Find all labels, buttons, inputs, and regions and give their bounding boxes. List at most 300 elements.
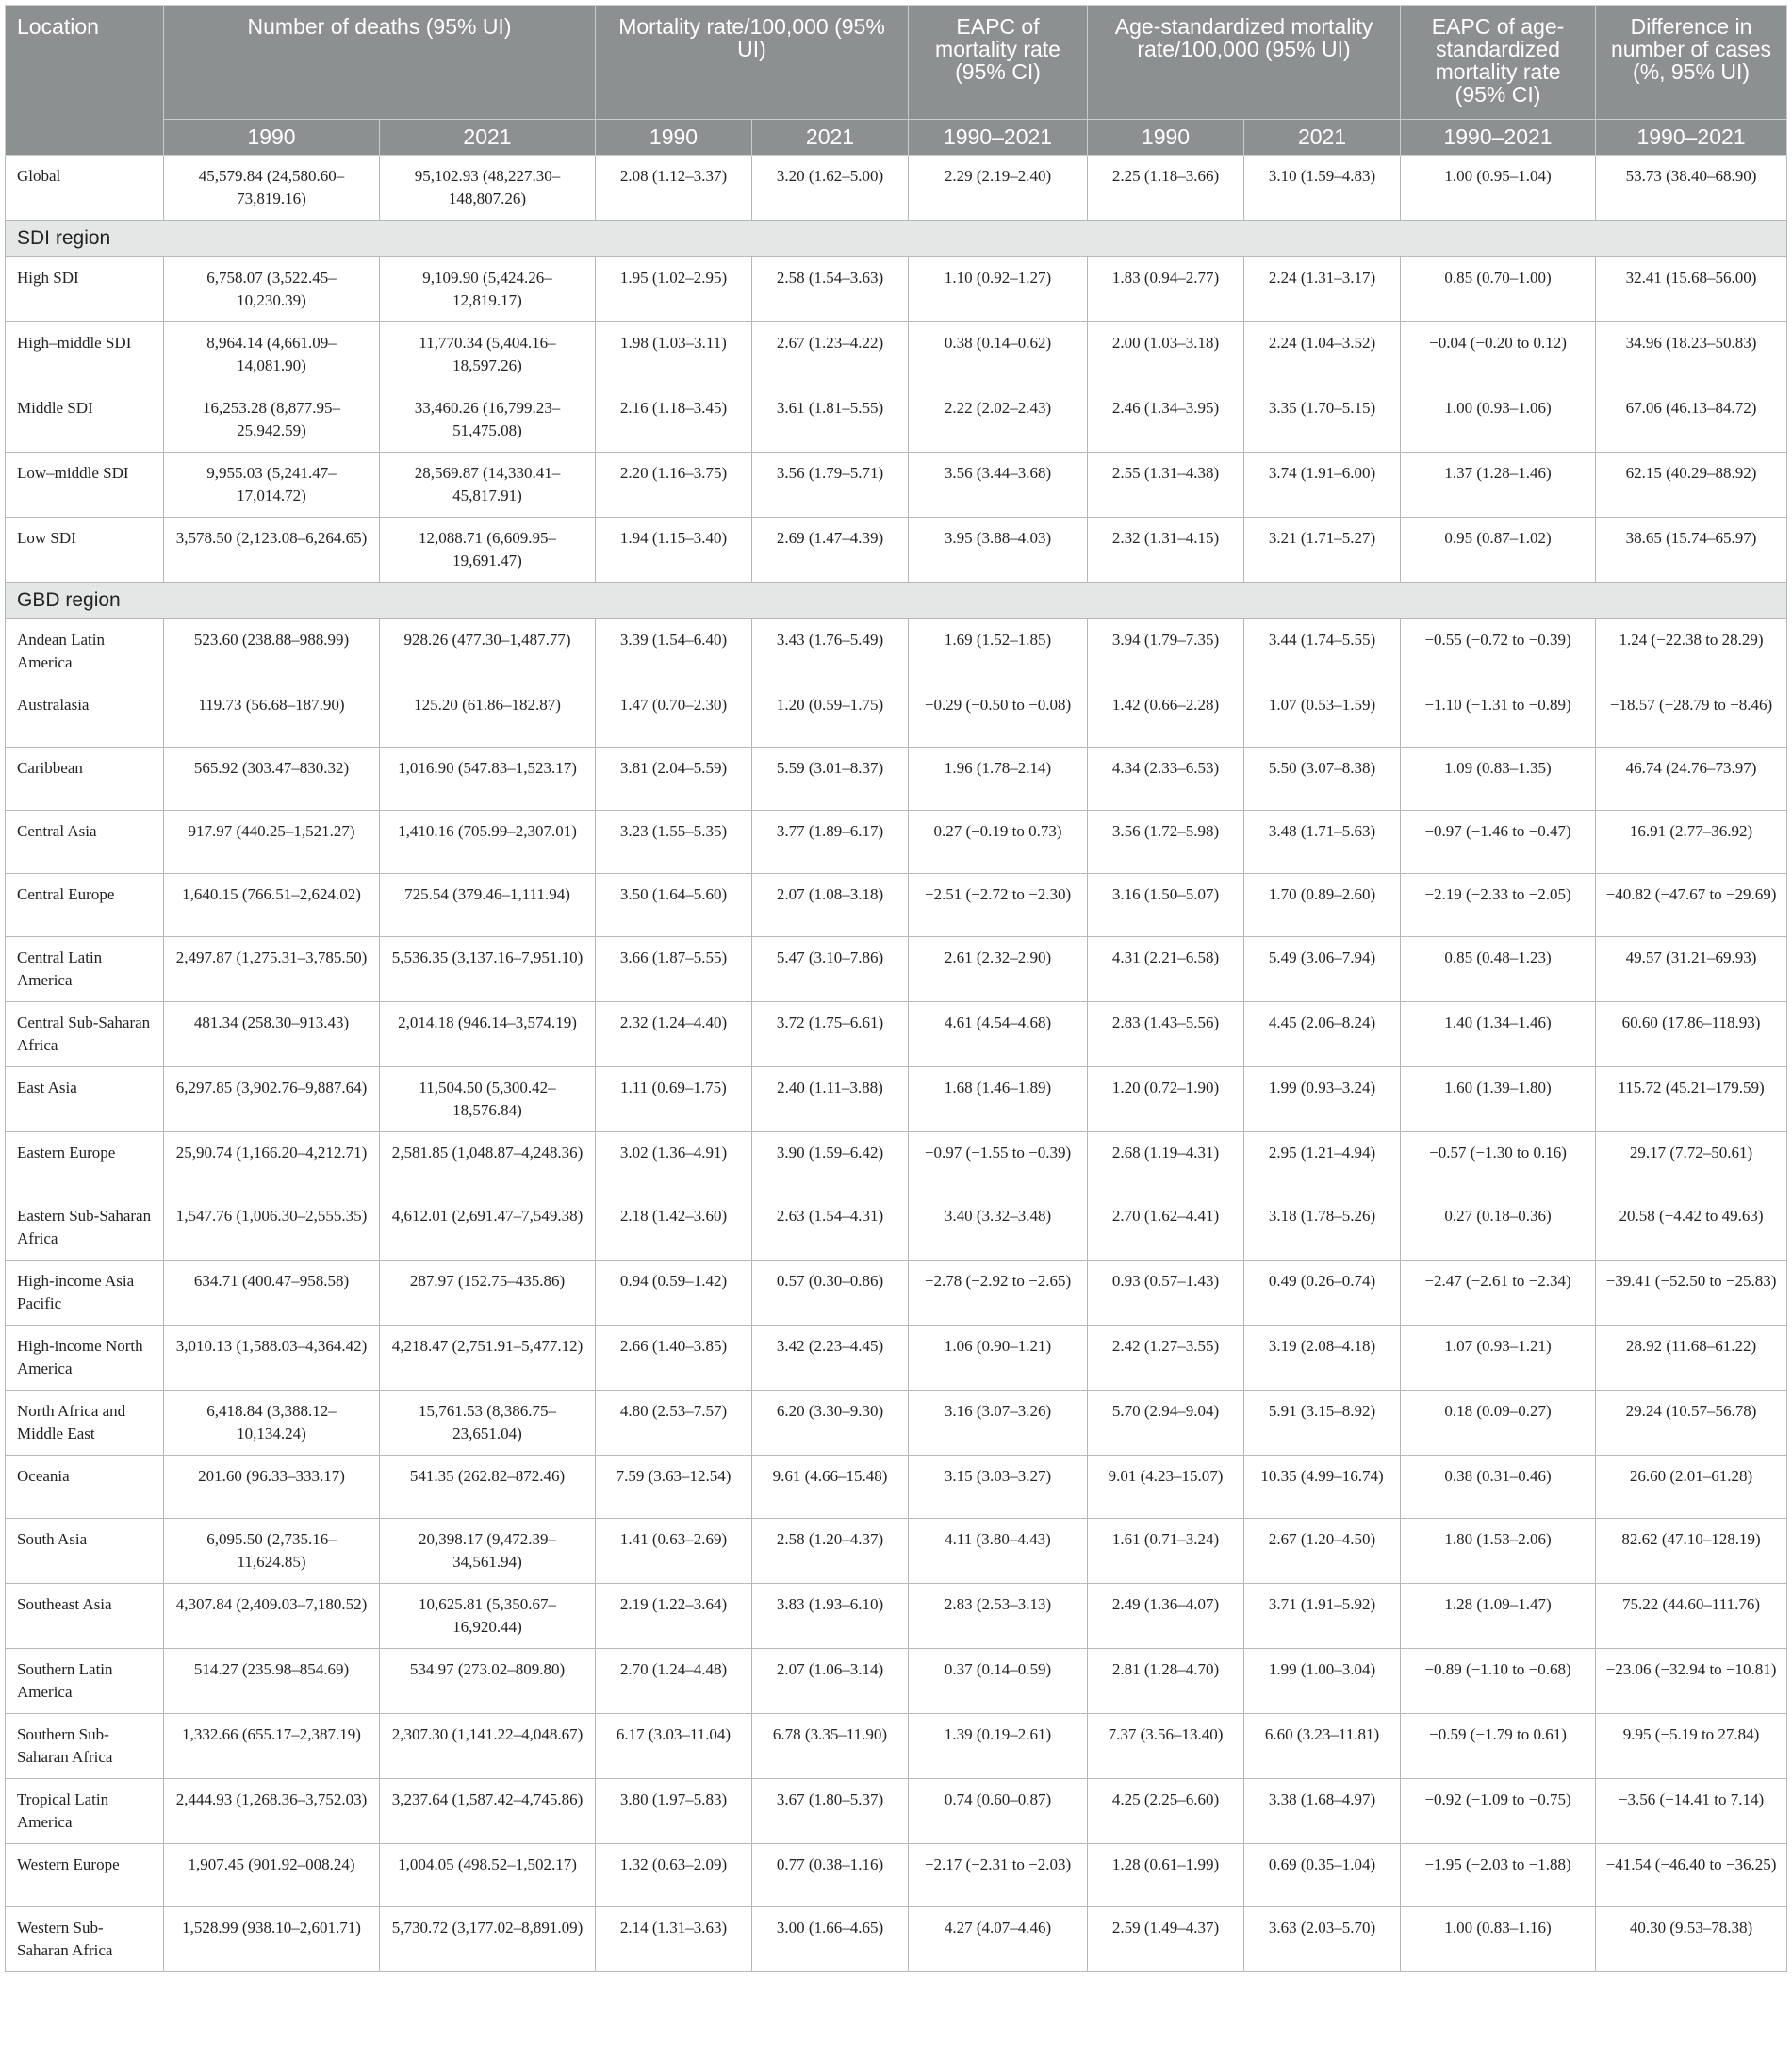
cell-eapc-mr: 0.37 (0.14–0.59): [909, 1649, 1088, 1714]
cell-eapc-asmr: −0.92 (−1.09 to −0.75): [1401, 1779, 1596, 1844]
cell-asmr-2021: 1.70 (0.89–2.60): [1244, 874, 1401, 937]
cell-location: Caribbean: [6, 748, 164, 811]
cell-location: Southeast Asia: [6, 1584, 164, 1649]
header-asmr-2021: 2021: [1244, 120, 1401, 156]
cell-deaths-2021: 12,088.71 (6,609.95–19,691.47): [380, 518, 596, 583]
cell-asmr-1990: 2.70 (1.62–4.41): [1088, 1195, 1244, 1261]
cell-deaths-2021: 125.20 (61.86–182.87): [380, 684, 596, 748]
cell-eapc-mr: 1.10 (0.92–1.27): [909, 257, 1088, 322]
header-asmr: Age-standardized mortality rate/100,000 (95% UI): [1088, 6, 1401, 120]
cell-mr-2021: 3.67 (1.80–5.37): [752, 1779, 909, 1844]
cell-mr-1990: 1.32 (0.63–2.09): [596, 1844, 752, 1907]
cell-eapc-asmr: 0.85 (0.48–1.23): [1401, 937, 1596, 1002]
cell-diff: 115.72 (45.21–179.59): [1596, 1067, 1787, 1132]
cell-mr-1990: 6.17 (3.03–11.04): [596, 1714, 752, 1779]
cell-mr-1990: 3.80 (1.97–5.83): [596, 1779, 752, 1844]
cell-mr-2021: 3.77 (1.89–6.17): [752, 811, 909, 874]
cell-diff: −40.82 (−47.67 to −29.69): [1596, 874, 1787, 937]
cell-location: High–middle SDI: [6, 322, 164, 387]
cell-location: Oceania: [6, 1456, 164, 1519]
table-row: [6, 684, 1787, 748]
cell-asmr-1990: 3.16 (1.50–5.07): [1088, 874, 1244, 937]
table-header: [6, 6, 1787, 156]
cell-mr-1990: 1.98 (1.03–3.11): [596, 322, 752, 387]
cell-mr-2021: 3.42 (2.23–4.45): [752, 1326, 909, 1391]
cell-eapc-asmr: 1.37 (1.28–1.46): [1401, 453, 1596, 518]
cell-asmr-1990: 9.01 (4.23–15.07): [1088, 1456, 1244, 1519]
cell-mr-1990: 2.32 (1.24–4.40): [596, 1002, 752, 1067]
cell-asmr-1990: 1.42 (0.66–2.28): [1088, 684, 1244, 748]
cell-mr-1990: 2.14 (1.31–3.63): [596, 1907, 752, 1972]
cell-eapc-mr: −2.78 (−2.92 to −2.65): [909, 1261, 1088, 1326]
cell-diff: 32.41 (15.68–56.00): [1596, 257, 1787, 322]
cell-eapc-mr: 3.16 (3.07–3.26): [909, 1391, 1088, 1456]
cell-deaths-1990: 3,010.13 (1,588.03–4,364.42): [164, 1326, 380, 1391]
cell-deaths-1990: 481.34 (258.30–913.43): [164, 1002, 380, 1067]
cell-deaths-1990: 6,095.50 (2,735.16–11,624.85): [164, 1519, 380, 1584]
cell-diff: 82.62 (47.10–128.19): [1596, 1519, 1787, 1584]
cell-diff: 34.96 (18.23–50.83): [1596, 322, 1787, 387]
cell-asmr-2021: 5.49 (3.06–7.94): [1244, 937, 1401, 1002]
cell-location: Eastern Europe: [6, 1132, 164, 1195]
cell-deaths-2021: 10,625.81 (5,350.67–16,920.44): [380, 1584, 596, 1649]
cell-mr-1990: 3.02 (1.36–4.91): [596, 1132, 752, 1195]
cell-eapc-asmr: −0.97 (−1.46 to −0.47): [1401, 811, 1596, 874]
header-eapc-mr-period: 1990–2021: [909, 120, 1088, 156]
cell-deaths-1990: 4,307.84 (2,409.03–7,180.52): [164, 1584, 380, 1649]
cell-deaths-1990: 1,907.45 (901.92–008.24): [164, 1844, 380, 1907]
header-eapc-mortality: EAPC of mortality rate (95% CI): [909, 6, 1088, 120]
cell-mr-1990: 1.94 (1.15–3.40): [596, 518, 752, 583]
table-row: [6, 1519, 1787, 1584]
cell-eapc-mr: −0.29 (−0.50 to −0.08): [909, 684, 1088, 748]
cell-asmr-1990: 1.61 (0.71–3.24): [1088, 1519, 1244, 1584]
cell-mr-2021: 3.61 (1.81–5.55): [752, 387, 909, 453]
cell-deaths-2021: 3,237.64 (1,587.42–4,745.86): [380, 1779, 596, 1844]
cell-deaths-1990: 523.60 (238.88–988.99): [164, 619, 380, 684]
cell-eapc-mr: 3.95 (3.88–4.03): [909, 518, 1088, 583]
cell-eapc-asmr: −1.10 (−1.31 to −0.89): [1401, 684, 1596, 748]
header-location: Location: [6, 6, 164, 156]
cell-asmr-1990: 2.46 (1.34–3.95): [1088, 387, 1244, 453]
cell-mr-1990: 1.11 (0.69–1.75): [596, 1067, 752, 1132]
cell-diff: 28.92 (11.68–61.22): [1596, 1326, 1787, 1391]
cell-eapc-asmr: 1.60 (1.39–1.80): [1401, 1067, 1596, 1132]
cell-eapc-mr: −2.51 (−2.72 to −2.30): [909, 874, 1088, 937]
table-row: [6, 1649, 1787, 1714]
cell-asmr-2021: 1.07 (0.53–1.59): [1244, 684, 1401, 748]
cell-eapc-asmr: −0.55 (−0.72 to −0.39): [1401, 619, 1596, 684]
cell-eapc-asmr: −1.95 (−2.03 to −1.88): [1401, 1844, 1596, 1907]
cell-asmr-2021: 3.63 (2.03–5.70): [1244, 1907, 1401, 1972]
cell-deaths-1990: 25,90.74 (1,166.20–4,212.71): [164, 1132, 380, 1195]
cell-asmr-1990: 2.42 (1.27–3.55): [1088, 1326, 1244, 1391]
cell-asmr-2021: 2.24 (1.04–3.52): [1244, 322, 1401, 387]
cell-deaths-1990: 2,497.87 (1,275.31–3,785.50): [164, 937, 380, 1002]
cell-mr-1990: 3.81 (2.04–5.59): [596, 748, 752, 811]
cell-eapc-mr: 2.29 (2.19–2.40): [909, 156, 1088, 221]
cell-eapc-asmr: −0.57 (−1.30 to 0.16): [1401, 1132, 1596, 1195]
cell-mr-1990: 2.66 (1.40–3.85): [596, 1326, 752, 1391]
cell-asmr-2021: 1.99 (1.00–3.04): [1244, 1649, 1401, 1714]
cell-asmr-1990: 4.34 (2.33–6.53): [1088, 748, 1244, 811]
cell-mr-1990: 3.23 (1.55–5.35): [596, 811, 752, 874]
cell-asmr-2021: 4.45 (2.06–8.24): [1244, 1002, 1401, 1067]
cell-asmr-2021: 0.49 (0.26–0.74): [1244, 1261, 1401, 1326]
header-mr-2021: 2021: [752, 120, 909, 156]
cell-diff: 9.95 (−5.19 to 27.84): [1596, 1714, 1787, 1779]
cell-diff: 38.65 (15.74–65.97): [1596, 518, 1787, 583]
cell-diff: 20.58 (−4.42 to 49.63): [1596, 1195, 1787, 1261]
cell-eapc-mr: 4.27 (4.07–4.46): [909, 1907, 1088, 1972]
cell-eapc-mr: 1.68 (1.46–1.89): [909, 1067, 1088, 1132]
cell-diff: −41.54 (−46.40 to −36.25): [1596, 1844, 1787, 1907]
cell-deaths-2021: 28,569.87 (14,330.41–45,817.91): [380, 453, 596, 518]
cell-asmr-2021: 10.35 (4.99–16.74): [1244, 1456, 1401, 1519]
table-row: [6, 1002, 1787, 1067]
cell-mr-2021: 2.58 (1.54–3.63): [752, 257, 909, 322]
table-row: [6, 748, 1787, 811]
cell-mr-2021: 9.61 (4.66–15.48): [752, 1456, 909, 1519]
cell-deaths-2021: 1,410.16 (705.99–2,307.01): [380, 811, 596, 874]
cell-mr-1990: 2.16 (1.18–3.45): [596, 387, 752, 453]
cell-location: Central Asia: [6, 811, 164, 874]
cell-location: Western Sub-Saharan Africa: [6, 1907, 164, 1972]
header-asmr-1990: 1990: [1088, 120, 1244, 156]
section-row-gbd: [6, 583, 1787, 619]
cell-eapc-mr: 0.74 (0.60–0.87): [909, 1779, 1088, 1844]
cell-diff: 26.60 (2.01–61.28): [1596, 1456, 1787, 1519]
table-container: [5, 5, 1786, 1972]
cell-deaths-2021: 5,730.72 (3,177.02–8,891.09): [380, 1907, 596, 1972]
cell-deaths-2021: 928.26 (477.30–1,487.77): [380, 619, 596, 684]
cell-eapc-mr: 0.27 (−0.19 to 0.73): [909, 811, 1088, 874]
cell-location: Andean Latin America: [6, 619, 164, 684]
cell-deaths-1990: 1,640.15 (766.51–2,624.02): [164, 874, 380, 937]
cell-diff: 29.17 (7.72–50.61): [1596, 1132, 1787, 1195]
cell-eapc-mr: 2.83 (2.53–3.13): [909, 1584, 1088, 1649]
table-row: [6, 1584, 1787, 1649]
cell-mr-2021: 2.40 (1.11–3.88): [752, 1067, 909, 1132]
cell-deaths-2021: 725.54 (379.46–1,111.94): [380, 874, 596, 937]
cell-diff: −23.06 (−32.94 to −10.81): [1596, 1649, 1787, 1714]
cell-deaths-2021: 95,102.93 (48,227.30–148,807.26): [380, 156, 596, 221]
cell-eapc-asmr: 0.27 (0.18–0.36): [1401, 1195, 1596, 1261]
cell-asmr-2021: 5.91 (3.15–8.92): [1244, 1391, 1401, 1456]
header-difference-period: 1990–2021: [1596, 120, 1787, 156]
cell-deaths-1990: 2,444.93 (1,268.36–3,752.03): [164, 1779, 380, 1844]
cell-asmr-1990: 1.20 (0.72–1.90): [1088, 1067, 1244, 1132]
cell-asmr-2021: 5.50 (3.07–8.38): [1244, 748, 1401, 811]
cell-eapc-mr: 1.69 (1.52–1.85): [909, 619, 1088, 684]
table-row: [6, 1195, 1787, 1261]
table-row: [6, 1326, 1787, 1391]
cell-location: Western Europe: [6, 1844, 164, 1907]
cell-eapc-mr: 1.39 (0.19–2.61): [909, 1714, 1088, 1779]
cell-deaths-1990: 1,332.66 (655.17–2,387.19): [164, 1714, 380, 1779]
cell-diff: 75.22 (44.60–111.76): [1596, 1584, 1787, 1649]
cell-location: Southern Latin America: [6, 1649, 164, 1714]
cell-eapc-mr: 1.96 (1.78–2.14): [909, 748, 1088, 811]
cell-location: Central Latin America: [6, 937, 164, 1002]
cell-mr-1990: 2.18 (1.42–3.60): [596, 1195, 752, 1261]
table-row: [6, 1261, 1787, 1326]
cell-mr-2021: 6.20 (3.30–9.30): [752, 1391, 909, 1456]
cell-diff: 53.73 (38.40–68.90): [1596, 156, 1787, 221]
cell-eapc-asmr: −2.47 (−2.61 to −2.34): [1401, 1261, 1596, 1326]
cell-eapc-asmr: −0.89 (−1.10 to −0.68): [1401, 1649, 1596, 1714]
cell-deaths-1990: 514.27 (235.98–854.69): [164, 1649, 380, 1714]
cell-location: Southern Sub-Saharan Africa: [6, 1714, 164, 1779]
cell-mr-2021: 2.67 (1.23–4.22): [752, 322, 909, 387]
cell-asmr-2021: 1.99 (0.93–3.24): [1244, 1067, 1401, 1132]
cell-deaths-2021: 534.97 (273.02–809.80): [380, 1649, 596, 1714]
cell-asmr-2021: 2.24 (1.31–3.17): [1244, 257, 1401, 322]
cell-asmr-1990: 2.00 (1.03–3.18): [1088, 322, 1244, 387]
cell-location: Global: [6, 156, 164, 221]
cell-deaths-2021: 20,398.17 (9,472.39–34,561.94): [380, 1519, 596, 1584]
cell-diff: −3.56 (−14.41 to 7.14): [1596, 1779, 1787, 1844]
cell-eapc-asmr: 1.09 (0.83–1.35): [1401, 748, 1596, 811]
cell-mr-1990: 1.47 (0.70–2.30): [596, 684, 752, 748]
cell-eapc-asmr: 1.28 (1.09–1.47): [1401, 1584, 1596, 1649]
cell-deaths-1990: 6,758.07 (3,522.45–10,230.39): [164, 257, 380, 322]
cell-diff: 16.91 (2.77–36.92): [1596, 811, 1787, 874]
cell-asmr-2021: 3.19 (2.08–4.18): [1244, 1326, 1401, 1391]
cell-asmr-1990: 2.81 (1.28–4.70): [1088, 1649, 1244, 1714]
header-difference: Difference in number of cases (%, 95% UI): [1596, 6, 1787, 120]
cell-mr-2021: 3.90 (1.59–6.42): [752, 1132, 909, 1195]
mortality-table: [5, 5, 1787, 1972]
cell-eapc-asmr: −0.04 (−0.20 to 0.12): [1401, 322, 1596, 387]
table-row: [6, 257, 1787, 322]
cell-mr-1990: 7.59 (3.63–12.54): [596, 1456, 752, 1519]
cell-mr-1990: 3.66 (1.87–5.55): [596, 937, 752, 1002]
cell-mr-1990: 0.94 (0.59–1.42): [596, 1261, 752, 1326]
cell-eapc-mr: 3.15 (3.03–3.27): [909, 1456, 1088, 1519]
cell-asmr-1990: 4.25 (2.25–6.60): [1088, 1779, 1244, 1844]
section-label: SDI region: [6, 221, 1787, 257]
cell-eapc-asmr: −0.59 (−1.79 to 0.61): [1401, 1714, 1596, 1779]
cell-eapc-asmr: 0.95 (0.87–1.02): [1401, 518, 1596, 583]
cell-asmr-2021: 6.60 (3.23–11.81): [1244, 1714, 1401, 1779]
cell-mr-1990: 2.08 (1.12–3.37): [596, 156, 752, 221]
cell-asmr-2021: 3.18 (1.78–5.26): [1244, 1195, 1401, 1261]
cell-location: North Africa and Middle East: [6, 1391, 164, 1456]
cell-asmr-2021: 3.48 (1.71–5.63): [1244, 811, 1401, 874]
cell-location: Low SDI: [6, 518, 164, 583]
cell-diff: 67.06 (46.13–84.72): [1596, 387, 1787, 453]
cell-deaths-2021: 2,014.18 (946.14–3,574.19): [380, 1002, 596, 1067]
table-row: [6, 1391, 1787, 1456]
cell-deaths-1990: 3,578.50 (2,123.08–6,264.65): [164, 518, 380, 583]
table-row: [6, 1132, 1787, 1195]
cell-deaths-1990: 201.60 (96.33–333.17): [164, 1456, 380, 1519]
cell-asmr-1990: 0.93 (0.57–1.43): [1088, 1261, 1244, 1326]
cell-deaths-2021: 5,536.35 (3,137.16–7,951.10): [380, 937, 596, 1002]
cell-location: South Asia: [6, 1519, 164, 1584]
cell-deaths-2021: 11,770.34 (5,404.16–18,597.26): [380, 322, 596, 387]
cell-eapc-mr: 1.06 (0.90–1.21): [909, 1326, 1088, 1391]
cell-location: Low–middle SDI: [6, 453, 164, 518]
cell-diff: 46.74 (24.76–73.97): [1596, 748, 1787, 811]
cell-deaths-2021: 9,109.90 (5,424.26–12,819.17): [380, 257, 596, 322]
cell-asmr-2021: 0.69 (0.35–1.04): [1244, 1844, 1401, 1907]
cell-mr-2021: 5.59 (3.01–8.37): [752, 748, 909, 811]
header-row-titles: [6, 6, 1787, 120]
cell-location: High-income Asia Pacific: [6, 1261, 164, 1326]
cell-asmr-1990: 3.56 (1.72–5.98): [1088, 811, 1244, 874]
cell-asmr-1990: 2.59 (1.49–4.37): [1088, 1907, 1244, 1972]
cell-deaths-1990: 6,297.85 (3,902.76–9,887.64): [164, 1067, 380, 1132]
table-row: [6, 387, 1787, 453]
section-label: GBD region: [6, 583, 1787, 619]
cell-mr-2021: 2.07 (1.08–3.18): [752, 874, 909, 937]
cell-eapc-asmr: 0.18 (0.09–0.27): [1401, 1391, 1596, 1456]
cell-mr-2021: 1.20 (0.59–1.75): [752, 684, 909, 748]
cell-asmr-1990: 7.37 (3.56–13.40): [1088, 1714, 1244, 1779]
cell-eapc-mr: 2.61 (2.32–2.90): [909, 937, 1088, 1002]
cell-eapc-asmr: 0.85 (0.70–1.00): [1401, 257, 1596, 322]
header-eapc-asmr-period: 1990–2021: [1401, 120, 1596, 156]
cell-mr-1990: 1.41 (0.63–2.69): [596, 1519, 752, 1584]
cell-mr-2021: 3.56 (1.79–5.71): [752, 453, 909, 518]
cell-asmr-2021: 3.21 (1.71–5.27): [1244, 518, 1401, 583]
cell-mr-2021: 2.58 (1.20–4.37): [752, 1519, 909, 1584]
header-deaths: Number of deaths (95% UI): [164, 6, 596, 120]
cell-location: High SDI: [6, 257, 164, 322]
cell-deaths-1990: 6,418.84 (3,388.12–10,134.24): [164, 1391, 380, 1456]
cell-mr-2021: 3.83 (1.93–6.10): [752, 1584, 909, 1649]
cell-deaths-2021: 4,218.47 (2,751.91–5,477.12): [380, 1326, 596, 1391]
cell-mr-2021: 3.72 (1.75–6.61): [752, 1002, 909, 1067]
cell-mr-1990: 1.95 (1.02–2.95): [596, 257, 752, 322]
cell-diff: 60.60 (17.86–118.93): [1596, 1002, 1787, 1067]
cell-mr-1990: 2.70 (1.24–4.48): [596, 1649, 752, 1714]
header-deaths-2021: 2021: [380, 120, 596, 156]
cell-mr-2021: 6.78 (3.35–11.90): [752, 1714, 909, 1779]
cell-location: East Asia: [6, 1067, 164, 1132]
cell-eapc-asmr: 1.07 (0.93–1.21): [1401, 1326, 1596, 1391]
cell-asmr-2021: 3.71 (1.91–5.92): [1244, 1584, 1401, 1649]
table-row: [6, 874, 1787, 937]
cell-mr-2021: 0.77 (0.38–1.16): [752, 1844, 909, 1907]
cell-eapc-mr: 4.61 (4.54–4.68): [909, 1002, 1088, 1067]
cell-location: Central Europe: [6, 874, 164, 937]
cell-mr-1990: 2.19 (1.22–3.64): [596, 1584, 752, 1649]
cell-eapc-mr: 2.22 (2.02–2.43): [909, 387, 1088, 453]
table-row: [6, 1456, 1787, 1519]
cell-eapc-mr: 3.56 (3.44–3.68): [909, 453, 1088, 518]
table-body: [6, 156, 1787, 1972]
table-row: [6, 937, 1787, 1002]
cell-asmr-1990: 1.83 (0.94–2.77): [1088, 257, 1244, 322]
cell-eapc-mr: 0.38 (0.14–0.62): [909, 322, 1088, 387]
cell-eapc-mr: 3.40 (3.32–3.48): [909, 1195, 1088, 1261]
cell-mr-1990: 4.80 (2.53–7.57): [596, 1391, 752, 1456]
table-row: [6, 322, 1787, 387]
cell-mr-2021: 3.43 (1.76–5.49): [752, 619, 909, 684]
cell-deaths-1990: 16,253.28 (8,877.95–25,942.59): [164, 387, 380, 453]
cell-location: High-income North America: [6, 1326, 164, 1391]
cell-deaths-2021: 541.35 (262.82–872.46): [380, 1456, 596, 1519]
table-row: [6, 453, 1787, 518]
cell-eapc-asmr: 1.00 (0.83–1.16): [1401, 1907, 1596, 1972]
cell-deaths-1990: 8,964.14 (4,661.09–14,081.90): [164, 322, 380, 387]
table-row: [6, 156, 1787, 221]
table-row: [6, 1844, 1787, 1907]
cell-deaths-1990: 45,579.84 (24,580.60–73,819.16): [164, 156, 380, 221]
table-row: [6, 619, 1787, 684]
cell-location: Central Sub-Saharan Africa: [6, 1002, 164, 1067]
table-row: [6, 1907, 1787, 1972]
cell-asmr-2021: 3.38 (1.68–4.97): [1244, 1779, 1401, 1844]
cell-mr-2021: 3.00 (1.66–4.65): [752, 1907, 909, 1972]
cell-asmr-1990: 2.32 (1.31–4.15): [1088, 518, 1244, 583]
cell-deaths-2021: 11,504.50 (5,300.42–18,576.84): [380, 1067, 596, 1132]
cell-diff: 49.57 (31.21–69.93): [1596, 937, 1787, 1002]
cell-asmr-1990: 2.55 (1.31–4.38): [1088, 453, 1244, 518]
cell-asmr-2021: 3.10 (1.59–4.83): [1244, 156, 1401, 221]
header-mr-1990: 1990: [596, 120, 752, 156]
cell-diff: −39.41 (−52.50 to −25.83): [1596, 1261, 1787, 1326]
cell-deaths-1990: 119.73 (56.68–187.90): [164, 684, 380, 748]
cell-deaths-2021: 15,761.53 (8,386.75–23,651.04): [380, 1391, 596, 1456]
cell-asmr-2021: 3.74 (1.91–6.00): [1244, 453, 1401, 518]
cell-location: Middle SDI: [6, 387, 164, 453]
cell-deaths-2021: 2,581.85 (1,048.87–4,248.36): [380, 1132, 596, 1195]
cell-deaths-2021: 287.97 (152.75–435.86): [380, 1261, 596, 1326]
cell-location: Tropical Latin America: [6, 1779, 164, 1844]
cell-diff: 1.24 (−22.38 to 28.29): [1596, 619, 1787, 684]
cell-mr-2021: 3.20 (1.62–5.00): [752, 156, 909, 221]
cell-deaths-1990: 917.97 (440.25–1,521.27): [164, 811, 380, 874]
cell-location: Eastern Sub-Saharan Africa: [6, 1195, 164, 1261]
cell-asmr-1990: 1.28 (0.61–1.99): [1088, 1844, 1244, 1907]
cell-deaths-2021: 1,004.05 (498.52–1,502.17): [380, 1844, 596, 1907]
cell-asmr-2021: 2.67 (1.20–4.50): [1244, 1519, 1401, 1584]
cell-eapc-asmr: 1.80 (1.53–2.06): [1401, 1519, 1596, 1584]
cell-asmr-2021: 2.95 (1.21–4.94): [1244, 1132, 1401, 1195]
cell-asmr-2021: 3.35 (1.70–5.15): [1244, 387, 1401, 453]
cell-diff: 40.30 (9.53–78.38): [1596, 1907, 1787, 1972]
cell-deaths-2021: 1,016.90 (547.83–1,523.17): [380, 748, 596, 811]
cell-mr-1990: 2.20 (1.16–3.75): [596, 453, 752, 518]
cell-eapc-asmr: 1.00 (0.93–1.06): [1401, 387, 1596, 453]
table-row: [6, 1714, 1787, 1779]
cell-mr-2021: 0.57 (0.30–0.86): [752, 1261, 909, 1326]
cell-asmr-1990: 2.49 (1.36–4.07): [1088, 1584, 1244, 1649]
cell-deaths-1990: 634.71 (400.47–958.58): [164, 1261, 380, 1326]
cell-mr-2021: 5.47 (3.10–7.86): [752, 937, 909, 1002]
table-row: [6, 811, 1787, 874]
table-row: [6, 518, 1787, 583]
cell-asmr-2021: 3.44 (1.74–5.55): [1244, 619, 1401, 684]
cell-deaths-2021: 4,612.01 (2,691.47–7,549.38): [380, 1195, 596, 1261]
cell-deaths-2021: 2,307.30 (1,141.22–4,048.67): [380, 1714, 596, 1779]
cell-mr-2021: 2.69 (1.47–4.39): [752, 518, 909, 583]
table-row: [6, 1067, 1787, 1132]
cell-mr-2021: 2.07 (1.06–3.14): [752, 1649, 909, 1714]
header-mortality-rate: Mortality rate/100,000 (95% UI): [596, 6, 909, 120]
cell-mr-2021: 2.63 (1.54–4.31): [752, 1195, 909, 1261]
cell-mr-1990: 3.39 (1.54–6.40): [596, 619, 752, 684]
cell-asmr-1990: 3.94 (1.79–7.35): [1088, 619, 1244, 684]
header-deaths-1990: 1990: [164, 120, 380, 156]
cell-location: Australasia: [6, 684, 164, 748]
cell-asmr-1990: 2.83 (1.43–5.56): [1088, 1002, 1244, 1067]
cell-deaths-1990: 1,528.99 (938.10–2,601.71): [164, 1907, 380, 1972]
